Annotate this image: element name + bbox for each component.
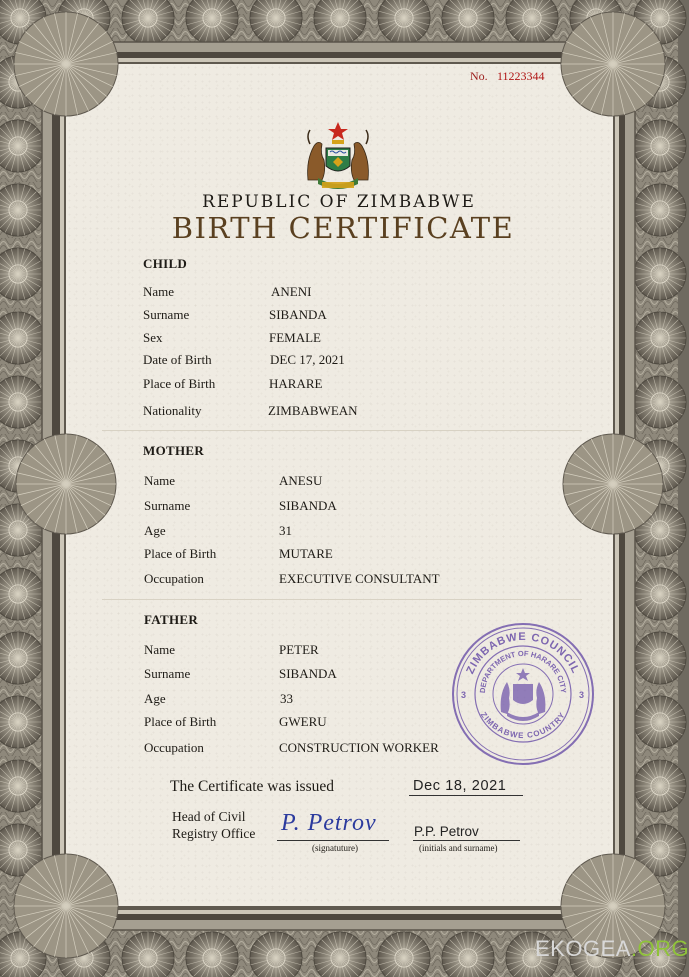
father-occupation-label: Occupation (144, 740, 204, 755)
signature-caption: (signatuture) (312, 843, 358, 853)
child-surname-value: SIBANDA (269, 307, 327, 322)
serial-label: No. (470, 69, 488, 83)
frame-rosette (186, 932, 238, 977)
paper-fan-ornament (561, 12, 665, 116)
signature-underline (277, 840, 389, 841)
frame-rosette (442, 932, 494, 977)
mother-surname-label: Surname (144, 498, 191, 513)
paper-fan-ornament (16, 434, 116, 534)
mother-name-label: Name (144, 473, 176, 488)
signer-caption: (initials and surname) (419, 843, 498, 853)
watermark-logo (535, 936, 689, 962)
stamp-side-number-right: 3 (579, 690, 585, 700)
signer-underline (413, 840, 520, 841)
stamp-emblem-icon (501, 668, 546, 721)
section-divider (102, 599, 582, 600)
frame-rosette (634, 696, 686, 748)
child-pob-label: Place of Birth (143, 376, 216, 391)
child-nationality-label: Nationality (143, 403, 202, 418)
mother-occupation-value: EXECUTIVE CONSULTANT (279, 571, 440, 586)
father-name-value: PETER (279, 642, 319, 657)
mother-pob-value: MUTARE (279, 546, 333, 561)
child-sex-value: FEMALE (269, 330, 321, 345)
mother-pob-label: Place of Birth (144, 546, 217, 561)
father-surname-label: Surname (144, 666, 191, 681)
stamp-side-number-left: 3 (461, 690, 467, 700)
paper-fan-ornament (14, 12, 118, 116)
issued-date-underline (409, 795, 523, 796)
father-section-heading: FATHER (144, 612, 199, 627)
mother-surname-value: SIBANDA (279, 498, 337, 513)
frame-rosette (634, 760, 686, 812)
signature: P. Petrov (281, 810, 377, 836)
mother-occupation-label: Occupation (144, 571, 204, 586)
frame-rosette (634, 632, 686, 684)
frame-rosette (378, 932, 430, 977)
child-dob-label: Date of Birth (143, 352, 212, 367)
frame-rosette (250, 932, 302, 977)
coat-of-arms-icon (296, 120, 380, 192)
section-divider (102, 430, 582, 431)
signer-name: P.P. Petrov (414, 824, 479, 839)
issued-statement: The Certificate was issued (170, 778, 334, 795)
father-age-label: Age (144, 691, 166, 706)
svg-text:ZIMBABWE COUNTRY (479, 710, 567, 740)
father-name-label: Name (144, 642, 176, 657)
mother-section-heading: MOTHER (143, 443, 205, 458)
stamp-top-text: ZIMBABWE COUNCIL (464, 630, 582, 676)
paper-fan-ornament (563, 434, 663, 534)
father-occupation-value: CONSTRUCTION WORKER (279, 740, 439, 755)
stamp-middle-text: DEPARTMENT OF HARARE CITY (477, 648, 569, 694)
official-stamp (449, 620, 597, 768)
child-pob-value: HARARE (269, 376, 323, 391)
frame-rosette (634, 120, 686, 172)
document-title: BIRTH CERTIFICATE (171, 211, 515, 245)
child-surname-label: Surname (143, 307, 190, 322)
mother-age-label: Age (144, 523, 166, 538)
mother-age-value: 31 (279, 523, 292, 538)
father-surname-value: SIBANDA (279, 666, 337, 681)
father-pob-label: Place of Birth (144, 714, 217, 729)
frame-rosette (634, 376, 686, 428)
child-name-label: Name (143, 284, 175, 299)
country-heading: REPUBLIC OF ZIMBABWE (202, 192, 476, 212)
paper-fan-ornament (14, 854, 118, 958)
father-pob-value: GWERU (279, 714, 327, 729)
frame-rosette (634, 248, 686, 300)
serial-number: 11223344 (497, 69, 545, 83)
child-nationality-value: ZIMBABWEAN (268, 403, 358, 418)
watermark-text-accent: .ORG (630, 936, 689, 961)
stamp-bottom-text: ZIMBABWE COUNTRY (478, 710, 568, 741)
father-age-value: 33 (280, 691, 293, 706)
child-section-heading: CHILD (143, 256, 188, 271)
watermark-text-primary: EKOGEA (535, 936, 631, 961)
mother-name-value: ANESU (279, 473, 323, 488)
child-name-value: ANENI (271, 284, 312, 299)
frame-rosette (634, 312, 686, 364)
frame-rosette (122, 932, 174, 977)
registry-office-label: Head of Civil Registry Office (172, 809, 256, 841)
issued-date: Dec 18, 2021 (413, 778, 507, 794)
frame-rosette (634, 568, 686, 620)
child-dob-value: DEC 17, 2021 (270, 352, 345, 367)
frame-rosette (314, 932, 366, 977)
child-sex-label: Sex (143, 330, 163, 345)
